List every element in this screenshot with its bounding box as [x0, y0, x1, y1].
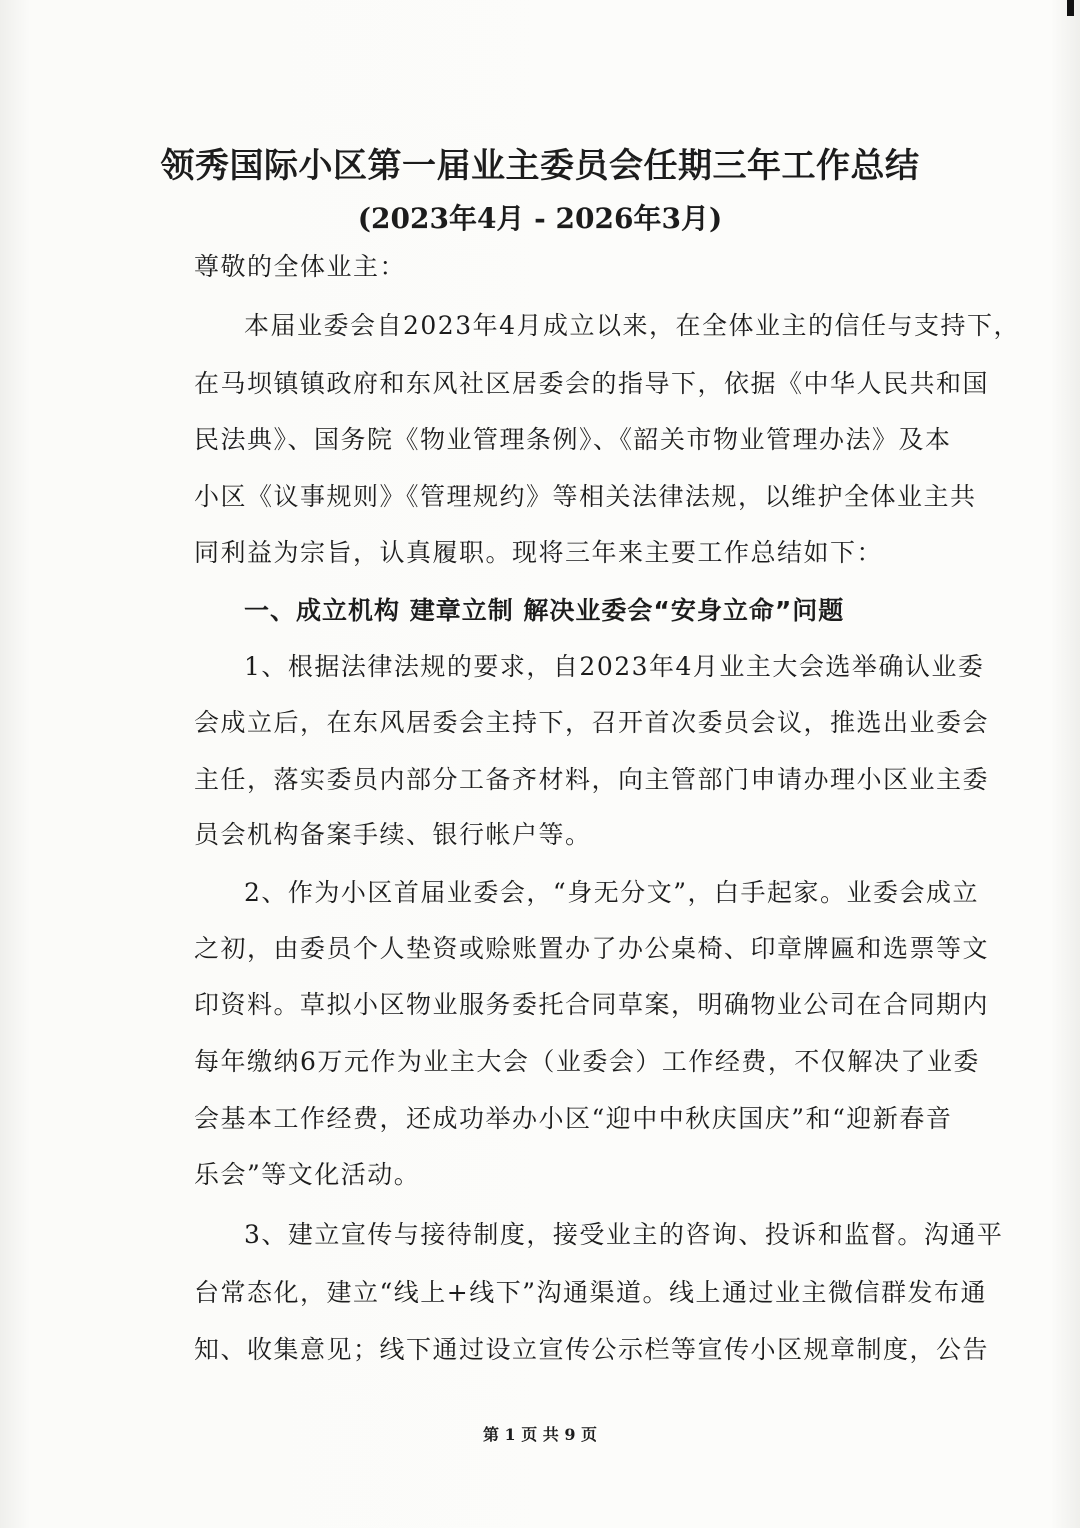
- item3-line: 3、建立宣传与接待制度，接受业主的咨询、投诉和监督。沟通平: [244, 1220, 1004, 1249]
- item1-line: 主任，落实委员内部分工备齐材料，向主管部门申请办理小区业主委: [194, 765, 990, 794]
- item2-line: 会基本工作经费，还成功举办小区“迎中中秋庆国庆”和“迎新春音: [194, 1104, 953, 1133]
- intro-line: 民法典》、国务院《物业管理条例》、《韶关市物业管理办法》及本: [194, 425, 952, 454]
- item2-line: 印资料。草拟小区物业服务委托合同草案，明确物业公司在合同期内: [194, 990, 990, 1019]
- item2-line: 之初，由委员个人垫资或赊账置办了办公桌椅、印章牌匾和选票等文: [194, 934, 990, 963]
- item2-line: 2、作为小区首届业委会，“身无分文”，白手起家。业委会成立: [244, 878, 979, 907]
- item2-line: 每年缴纳6万元作为业主大会（业委会）工作经费，不仅解决了业委: [194, 1047, 980, 1076]
- page-footer: 第 1 页 共 9 页: [482, 1425, 598, 1444]
- intro-line: 本届业委会自2023年4月成立以来，在全体业主的信任与支持下，: [244, 311, 1021, 340]
- intro-line: 小区《议事规则》《管理规约》等相关法律法规，以维护全体业主共: [194, 482, 977, 511]
- document-subtitle: (2023年4月 - 2026年3月): [357, 202, 723, 235]
- section-heading: 一、成立机构 建章立制 解决业委会“安身立命”问题: [244, 596, 845, 625]
- item1-line: 会成立后，在东风居委会主持下，召开首次委员会议，推选出业委会: [194, 708, 990, 737]
- item3-line: 知、收集意见；线下通过设立宣传公示栏等宣传小区规章制度，公告: [194, 1335, 990, 1364]
- item1-line: 员会机构备案手续、银行帐户等。: [194, 820, 592, 849]
- document-title: 领秀国际小区第一届业主委员会任期三年工作总结: [160, 146, 920, 186]
- item1-line: 1、根据法律法规的要求，自2023年4月业主大会选举确认业委: [244, 652, 985, 681]
- intro-line: 同利益为宗旨，认真履职。现将三年来主要工作总结如下：: [194, 538, 884, 567]
- item2-line: 乐会”等文化活动。: [194, 1160, 421, 1189]
- intro-line: 在马坝镇镇政府和东风社区居委会的指导下，依据《中华人民共和国: [194, 369, 990, 398]
- item3-line: 台常态化，建立“线上+线下”沟通渠道。线上通过业主微信群发布通: [194, 1278, 988, 1307]
- scan-corner-mark: [1067, 0, 1074, 16]
- greeting: 尊敬的全体业主：: [194, 252, 407, 281]
